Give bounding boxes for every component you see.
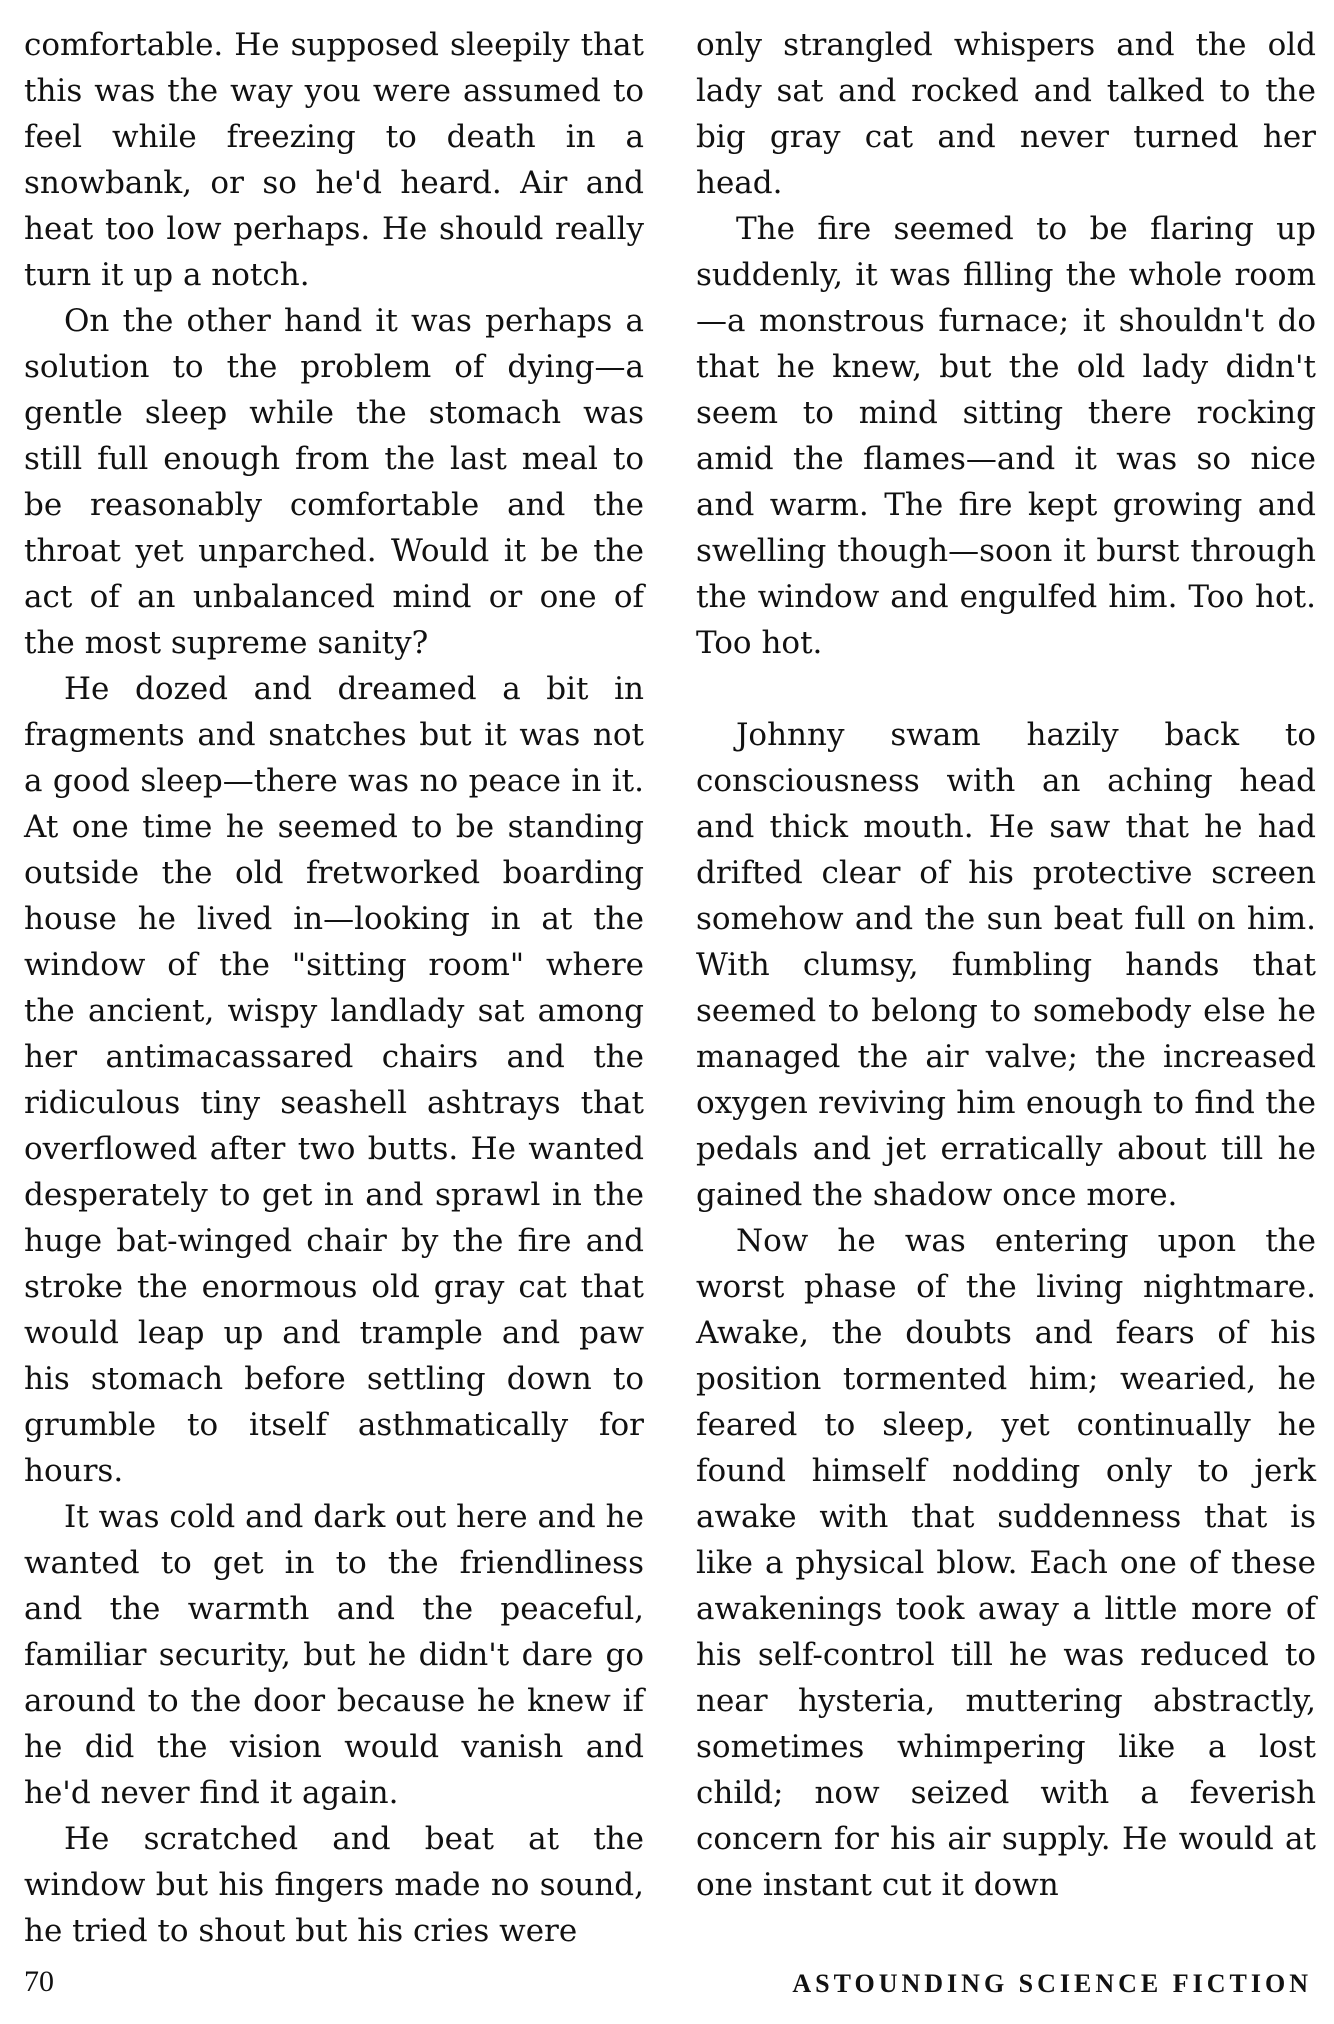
paragraph-continuation: comfortable. He supposed sleepily that this was the way you were assumed to feel while freezing to death in a snowbank, or so he'd heard. Air and heat too low perhaps. He should really turn it up a notch.: [24, 27, 644, 293]
paragraph: Now he was entering upon the worst phase of the living nightmare. Awake, the doubts and fears of his position tormented him; wearied, he feared to sleep, yet continually he found himself nodding only to jerk awake with that suddenness that is like a physical blow. Each one of these awakenings took away a little more of his self-control till he was reduced to near hysteria, muttering abstractly, sometimes whimpering like a lost child; now seized with a feverish concern for his air supply. He would at one instant cut it down: [696, 1223, 1316, 1903]
running-footer-title: ASTOUNDING SCIENCE FICTION: [792, 1969, 1312, 1998]
paragraph: It was cold and dark out here and he wanted to get in to the friendliness and the warmth and the peaceful, familiar security, but he didn't dare go around to the door because he knew if he did the vision would vanish and he'd never find it again.: [24, 1499, 644, 1811]
paragraph: On the other hand it was perhaps a solution to the problem of dying—a gentle sleep while the stomach was still full enough from the last meal to be reasonably comfortable and the throat yet unparched. Would it be the act of an unbalanced mind or one of the most supreme sanity?: [24, 303, 644, 661]
paragraph-continuation: only strangled whispers and the old lady sat and rocked and talked to the big gray cat and never turned her head.: [696, 27, 1316, 201]
paragraph: The fire seemed to be flaring up suddenly, it was filling the whole room—a monstrous furnace; it shouldn't do that he knew, but the old lady didn't seem to mind sitting there rocking amid the flames—and it was so nice and warm. The fire kept growing and swelling though—soon it burst through the window and engulfed him. Too hot. Too hot.: [696, 211, 1316, 661]
page-number: 70: [24, 1965, 54, 1998]
paragraph: He dozed and dreamed a bit in fragments and snatches but it was not a good sleep—there was no peace in it. At one time he seemed to be standing outside the old fretworked boarding house he lived in—looking in at the window of the "sitting room" where the ancient, wispy landlady sat among her antimacassared chairs and the ridiculous tiny seashell ashtrays that overflowed after two butts. He wanted desperately to get in and sprawl in the huge bat-winged chair by the fire and stroke the enormous old gray cat that would leap up and trample and paw his stomach before settling down to grumble to itself asthmatically for hours.: [24, 671, 644, 1489]
paragraph-section-start: Johnny swam hazily back to consciousness with an aching head and thick mouth. He saw that he had drifted clear of his protective screen somehow and the sun beat full on him. With clumsy, fumbling hands that seemed to belong to somebody else he managed the air valve; the increased oxygen reviving him enough to find the pedals and jet erratically about till he gained the shadow once more.: [696, 717, 1316, 1213]
paragraph: He scratched and beat at the window but his fingers made no sound, he tried to shout but his cries were: [24, 1821, 644, 1949]
right-column: [696, 22, 1316, 1908]
left-column: [24, 22, 644, 1954]
